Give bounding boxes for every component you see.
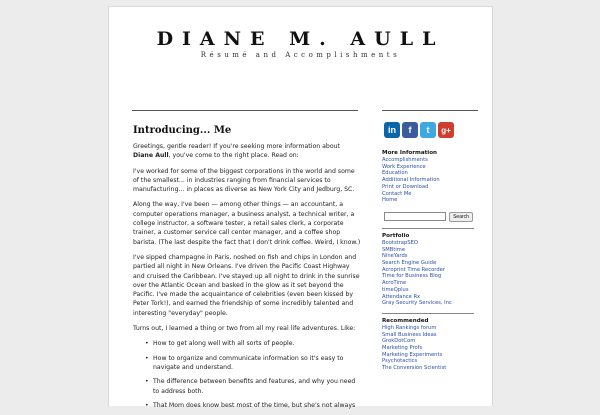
portfolio-link[interactable]: NineYards	[382, 253, 408, 260]
list-item	[382, 177, 482, 184]
portfolio-link[interactable]: timeQplus	[382, 286, 409, 293]
list-item: • That Mom does know best most of the time, but she's not always	[145, 401, 361, 410]
sidebar-rule	[382, 313, 474, 314]
list-item	[382, 170, 482, 177]
lessons-list	[133, 339, 361, 410]
list-item: • The difference between benefits and features, and why you need to address both.	[145, 377, 361, 396]
sidebar-link-work-experience[interactable]: Work Experience	[382, 163, 426, 170]
portfolio-list	[382, 240, 482, 307]
intro-paragraph	[133, 142, 361, 161]
post-title[interactable]: Introducing... Me	[133, 125, 232, 136]
portfolio-heading: Portfolio	[382, 232, 410, 239]
sidebar-link-accomplishments[interactable]: Accomplishments	[382, 157, 428, 163]
sidebar-link-home[interactable]: Home	[382, 197, 398, 204]
recommended-link[interactable]: GrokDotCom	[382, 338, 416, 345]
list-item	[382, 338, 482, 345]
list-item	[382, 294, 482, 301]
list-item	[382, 164, 482, 171]
search-form	[384, 212, 482, 222]
site-title[interactable]: DIANE M. AULL	[156, 28, 445, 50]
paragraph-career: I've worked for some of the biggest corporations in the world and some of the smallest... in industries ranging from financial services to manufacturing... in places as diverse as New York City and Jedburg, SC.	[133, 167, 355, 194]
page-container	[108, 6, 493, 409]
list-item	[382, 197, 482, 204]
list-item	[382, 157, 482, 164]
list-item	[382, 191, 482, 198]
recommended-link[interactable]: Marketing Experiments	[382, 351, 443, 358]
google-plus-icon[interactable]: g+	[438, 122, 454, 138]
list-item	[382, 300, 482, 307]
list-item	[382, 365, 482, 372]
portfolio-link[interactable]: Acroprint Time Recorder	[382, 266, 445, 273]
list-item	[382, 247, 482, 254]
sidebar	[382, 122, 482, 372]
site-tagline: Résumé and Accomplishments	[200, 51, 401, 59]
list-item	[382, 253, 482, 260]
list-item	[382, 358, 482, 365]
recommended-heading: Recommended	[382, 317, 429, 324]
author-name: Diane Aull	[133, 152, 169, 160]
list-item	[382, 260, 482, 267]
more-info-list	[382, 157, 482, 204]
sidebar-link-education[interactable]: Education	[382, 170, 408, 177]
list-item	[382, 240, 482, 247]
paragraph-lessons: Turns out, I learned a thing or two from all my real life adventures. Like:	[133, 325, 356, 333]
recommended-link[interactable]: The Conversion Scientist	[382, 365, 447, 372]
sidebar-link-print-download[interactable]: Print or Download	[382, 183, 429, 190]
content-divider	[132, 110, 358, 111]
recommended-link[interactable]: High Rankings forum	[382, 324, 437, 331]
list-item	[382, 352, 482, 359]
portfolio-link[interactable]: Search Engine Guide	[382, 260, 437, 267]
list-item	[382, 332, 482, 339]
list-item: • How to organize and communicate information so it's easy to navigate and understand.	[145, 354, 361, 373]
portfolio-link[interactable]: Time for Business Blog	[382, 273, 442, 280]
list-item	[382, 287, 482, 294]
portfolio-link[interactable]: BootstrapSEO	[382, 239, 418, 246]
intro-text-end: , you've come to the right place. Read on:	[168, 152, 299, 160]
list-item	[382, 345, 482, 352]
sidebar-link-contact[interactable]: Contact Me	[382, 190, 412, 197]
list-item	[382, 184, 482, 191]
sidebar-link-additional-info[interactable]: Additional Information	[382, 177, 440, 184]
list-item	[382, 267, 482, 274]
social-links	[384, 122, 482, 138]
paragraph-roles: Along the way, I've been — among other things — an accountant, a computer operations manager, a business analyst, a technical writer, a college instructor, a software tester, a retail sales clerk, a corporate trainer, a customer service call center manager, and a coffee shop barista. (The last despite the fact that I don't drink coffee. Weird, I know.)	[133, 201, 361, 246]
linkedin-icon[interactable]: in	[384, 122, 400, 138]
recommended-link[interactable]: Marketing Profs	[382, 345, 423, 352]
portfolio-link[interactable]: Gray Security Services, Inc	[382, 300, 452, 307]
twitter-icon[interactable]: t	[420, 122, 436, 138]
search-button[interactable]: Search	[449, 212, 473, 222]
list-item	[382, 280, 482, 287]
recommended-list	[382, 325, 482, 372]
paragraph-adventures: I've sipped champagne in Paris, noshed on fish and chips in London and partied all night in New Orleans. I've driven the Pacific Coast Highway and cruised the Caribbean. I've stayed up all night to drink in the sunrise over the Atlantic Ocean and basked in the glow as it set beyond the Pacific. I've made the acquaintance of celebrities (even been kissed by Peter Tork!), and earned the friendship of some incredibly talented and interesting "everyday" people.	[133, 253, 360, 317]
recommended-link[interactable]: Psychotactics	[382, 358, 418, 365]
main-content	[133, 125, 361, 415]
list-item	[382, 273, 482, 280]
list-item: • How to get along well with all sorts of people.	[145, 339, 361, 348]
sidebar-rule	[382, 228, 474, 229]
more-info-heading: More Information	[382, 150, 438, 156]
facebook-icon[interactable]: f	[402, 122, 418, 138]
intro-text-start: Greetings, gentle reader! If you're seeking more information about	[133, 143, 340, 150]
sidebar-divider	[382, 110, 478, 111]
search-input[interactable]	[384, 212, 446, 221]
portfolio-link[interactable]: AcroTime	[382, 280, 407, 287]
portfolio-link[interactable]: Attendance Rx	[382, 293, 421, 300]
list-item	[382, 325, 482, 332]
portfolio-link[interactable]: SMBtime	[382, 246, 406, 253]
recommended-link[interactable]: Small Business Ideas	[382, 331, 437, 338]
